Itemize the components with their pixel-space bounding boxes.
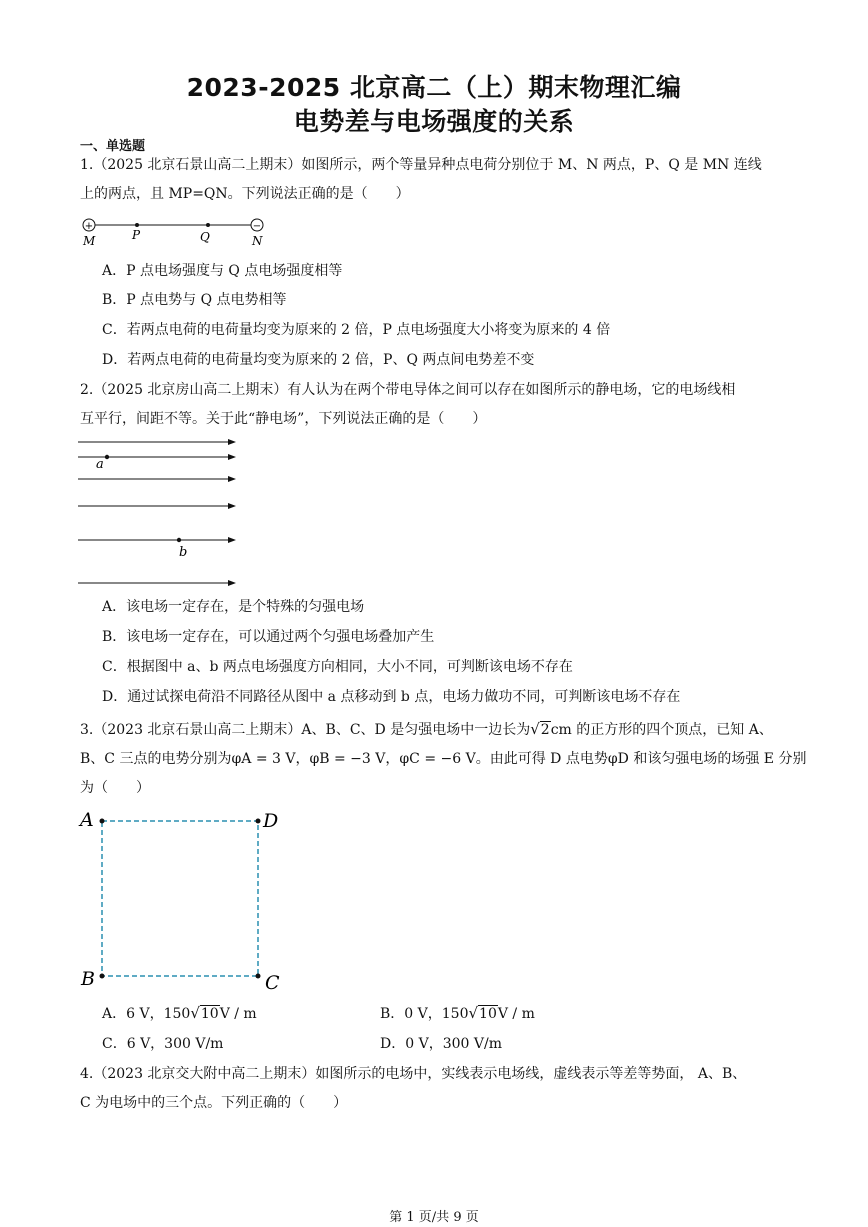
q2-stem-line1: 2.（2025 北京房山高二上期末）有人认为在两个带电导体之间可以存在如图所示的静电场，它的电场线相 xyxy=(80,382,736,398)
q1-figure xyxy=(80,212,280,252)
point-b-dot xyxy=(177,538,181,542)
q3-square-figure xyxy=(78,806,298,996)
q2-option-d: D．通过试探电荷沿不同路径从图中 a 点移动到 b 点，电场力做功不同，可判断该电场不存在 xyxy=(102,689,681,705)
label-a: A xyxy=(80,809,94,831)
page-footer: 第 1 页/共 9 页 xyxy=(389,1210,479,1225)
arrow-head xyxy=(228,580,236,586)
q3-option-b: B．0 V，150√10V / m xyxy=(380,1004,535,1022)
q4-stem-line1: 4.（2023 北京交大附中高二上期末）如图所示的电场中，实线表示电场线，虚线表示等差等势面， A、B、 xyxy=(80,1066,747,1082)
sqrt-sign: √ xyxy=(468,1004,479,1022)
arrow-head xyxy=(228,454,236,460)
label-a: a xyxy=(96,457,104,472)
q3-option-a: A．6 V，150√10V / m xyxy=(102,1004,257,1022)
q3-stem-line2: B、C 三点的电势分别为φA = 3 V，φB = −3 V，φC = −6 V。由此可得 D 点电势φD 和该匀强电场的场强 E 分别 xyxy=(80,751,807,767)
q2-stem-line2: 互平行，间距不等。关于此“静电场”，下列说法正确的是（ ） xyxy=(80,411,487,427)
arrow-head xyxy=(228,503,236,509)
point-q-dot xyxy=(206,223,210,227)
q2-option-a: A．该电场一定存在，是个特殊的匀强电场 xyxy=(102,599,365,615)
document-subtitle: 电势差与电场强度的关系 xyxy=(293,107,575,136)
q1-option-b: B．P 点电势与 Q 点电势相等 xyxy=(102,292,287,308)
document-title: 2023-2025 北京高二（上）期末物理汇编 xyxy=(186,73,682,102)
q1-option-d: D．若两点电荷的电荷量均变为原来的 2 倍，P、Q 两点间电势差不变 xyxy=(102,352,535,368)
q1-option-c: C．若两点电荷的电荷量均变为原来的 2 倍，P 点电场强度大小将变为原来的 4 倍 xyxy=(102,322,611,338)
q3-stem-line3: 为（ ） xyxy=(80,780,150,796)
q1-stem-line1: 1.（2025 北京石景山高二上期末）如图所示，两个等量异种点电荷分别位于 M、N 两点，P、Q 是 MN 连线 xyxy=(80,157,762,173)
q3-option-d: D．0 V，300 V/m xyxy=(380,1036,502,1052)
q2-figure xyxy=(78,432,248,592)
vertex-d-dot xyxy=(256,819,261,824)
q3-stem-line1: 3.（2023 北京石景山高二上期末）A、B、C、D 是匀强电场中一边长为√2cm 的正方形的四个顶点，已知 A、 xyxy=(80,720,773,738)
vertex-c-dot xyxy=(256,974,261,979)
dashed-square xyxy=(102,821,258,976)
point-p-dot xyxy=(135,223,139,227)
arrow-head xyxy=(228,537,236,543)
q2-option-c: C．根据图中 a、b 两点电场强度方向相同，大小不同，可判断该电场不存在 xyxy=(102,659,573,675)
vertex-b-dot xyxy=(100,974,105,979)
arrow-head xyxy=(228,476,236,482)
label-b: b xyxy=(179,545,188,560)
sqrt-radicand: 2 xyxy=(540,722,550,738)
sqrt-sign: √ xyxy=(530,720,540,738)
plus-sign: + xyxy=(84,221,94,232)
label-p: P xyxy=(132,228,141,242)
label-q: Q xyxy=(200,230,210,244)
arrow-head xyxy=(228,439,236,445)
label-n: N xyxy=(252,234,263,248)
q1-option-a: A．P 点电场强度与 Q 点电场强度相等 xyxy=(102,263,343,279)
label-d: D xyxy=(263,810,279,832)
label-b: B xyxy=(81,968,95,990)
label-m: M xyxy=(83,234,96,248)
point-a-dot xyxy=(105,455,109,459)
section-heading: 一、单选题 xyxy=(80,139,146,154)
label-c: C xyxy=(265,972,280,994)
q3-option-c: C．6 V，300 V/m xyxy=(102,1036,224,1052)
vertex-a-dot xyxy=(100,819,105,824)
minus-sign: − xyxy=(252,221,262,232)
q2-option-b: B．该电场一定存在，可以通过两个匀强电场叠加产生 xyxy=(102,629,435,645)
q4-stem-line2: C 为电场中的三个点。下列正确的（ ） xyxy=(80,1095,348,1111)
sqrt-sign: √ xyxy=(190,1004,200,1022)
q1-stem-line2: 上的两点，且 MP=QN。下列说法正确的是（ ） xyxy=(80,186,410,202)
